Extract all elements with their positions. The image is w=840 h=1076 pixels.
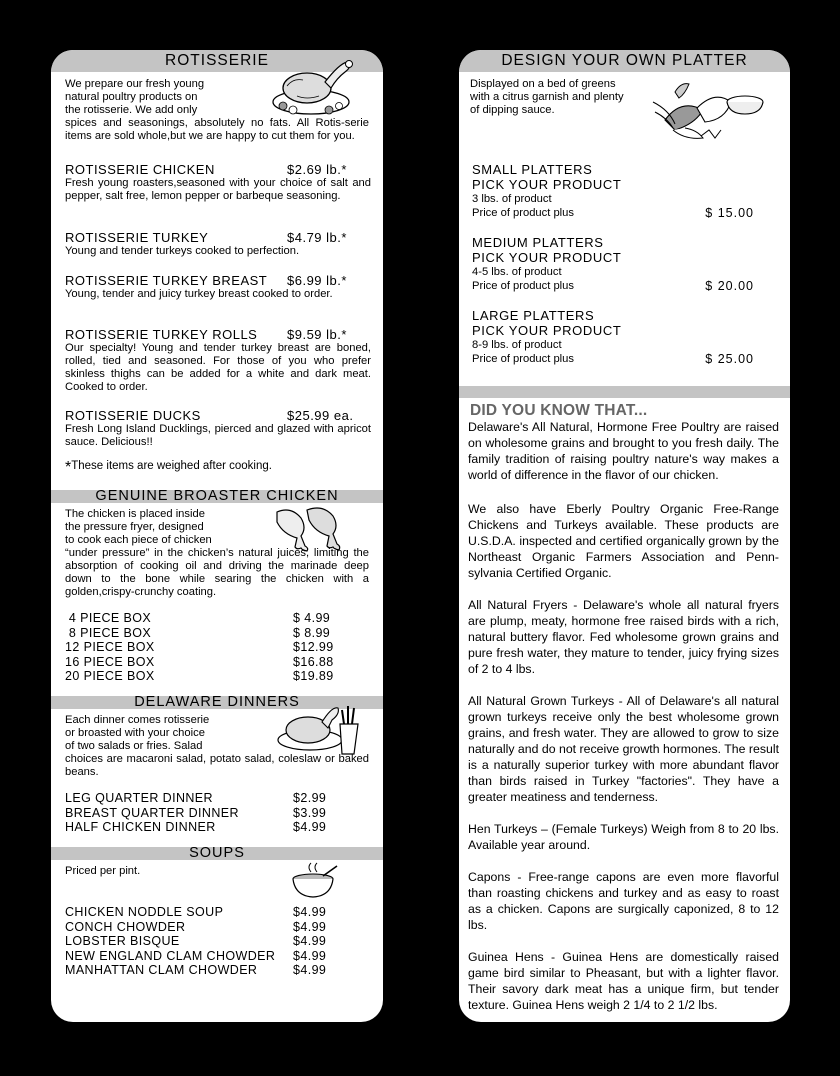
- delaware-intro-rest: choices are macaroni salad, potato salad, coleslaw or baked beans.: [65, 753, 369, 778]
- box-row: [65, 626, 334, 641]
- soup-price: $4.99: [293, 948, 327, 963]
- box-price: $ 4.99: [293, 611, 331, 625]
- platter-title: MEDIUM PLATTERS: [472, 235, 604, 250]
- platter-weight: 3 lbs. of product: [472, 193, 552, 205]
- broaster-intro: [65, 508, 383, 599]
- item-price: $9.59 lb.*: [287, 327, 347, 342]
- broaster-intro-line: to cook each piece of chicken: [65, 534, 212, 546]
- left-menu-panel: [51, 50, 383, 1022]
- menu-item-rotisserie-ducks: [65, 408, 371, 449]
- item-description: Our specialty! Young and tender turkey breast are boned, rolled, tied and seasoned. For those of you who prefer skinless thighs can be added for a white and dark meat. Cooked to order.: [65, 342, 371, 393]
- menu-item-rotisserie-turkey-breast: [65, 273, 371, 301]
- broaster-box-list: [65, 611, 334, 684]
- item-price: $6.99 lb.*: [287, 273, 347, 288]
- item-description: Young and tender turkeys cooked to perfection.: [65, 245, 300, 257]
- box-price: $ 8.99: [293, 625, 331, 640]
- dinner-row: [65, 791, 326, 806]
- fact-paragraph: Delaware's All Natural, Hormone Free Poultry are raised on wholesome grains and brought to you fresh daily. The family tradition of raising poultry nature's way makes a world of difference in the flavor of our chicken.: [468, 420, 779, 482]
- delaware-intro-line: Each dinner comes rotisserie: [65, 714, 210, 726]
- platter-intro-line: with a citrus garnish and plenty: [470, 91, 624, 103]
- item-price: $2.69 lb.*: [287, 162, 347, 177]
- fact-paragraph: Hen Turkeys – (Female Turkeys) Weigh from 8 to 20 lbs. Available year around.: [468, 822, 779, 852]
- footnote-asterisk: *: [65, 459, 72, 476]
- soup-name: MANHATTAN CLAM CHOWDER: [65, 963, 258, 978]
- delaware-header: DELAWARE DINNERS: [51, 696, 383, 709]
- soup-list: [65, 905, 326, 978]
- dinner-price: $2.99: [293, 791, 327, 805]
- rotisserie-intro: [65, 78, 383, 143]
- fact-paragraph: Guinea Hens - Guinea Hens are domestically raised game bird similar to Pheasant, but with a lighter flavor. Their savory dark meat has a unique firm, but tender texture. Guinea Hens weigh 2 1/4 to 2 1/2 lbs.: [468, 950, 779, 1012]
- item-description: Young, tender and juicy turkey breast cooked to order.: [65, 288, 333, 300]
- item-description: Fresh young roasters,seasoned with your choice of salt and pepper, salt free, lemon pepper or barbeque seasoning.: [65, 177, 371, 202]
- dinner-list: [65, 791, 326, 835]
- item-price: $4.79 lb.*: [287, 230, 347, 245]
- soup-row: [65, 920, 326, 935]
- broaster-intro-line: The chicken is placed inside: [65, 508, 205, 520]
- broaster-header: GENUINE BROASTER CHICKEN: [51, 490, 383, 503]
- rotisserie-footnote: [65, 460, 272, 474]
- fact-paragraph: All Natural Grown Turkeys - All of Delaware's all natural grown turkeys receive only the best wholesome grown grains, and fresh water. They are allowed to grow to size naturally and do not receive growth hormones. The result is a naturally superior turkey with more abundant flavor than birds raised in Turkey "factories". They have a greater meatiness and tenderness.: [468, 694, 779, 804]
- box-name: 20 PIECE BOX: [65, 669, 155, 684]
- menu-item-rotisserie-turkey-rolls: [65, 327, 371, 394]
- item-name: ROTISSERIE TURKEY: [65, 230, 209, 245]
- box-name: 12 PIECE BOX: [65, 640, 155, 655]
- broaster-intro-line: the pressure fryer, designed: [65, 521, 204, 533]
- platter-large: [472, 308, 754, 366]
- platter-subtitle: PICK YOUR PRODUCT: [472, 177, 622, 192]
- soup-row: [65, 949, 326, 964]
- item-price: $25.99 ea.: [287, 408, 354, 423]
- platter-intro: [470, 78, 624, 117]
- soup-price: $4.99: [293, 905, 327, 919]
- platter-medium: [472, 235, 754, 293]
- did-you-know-title: DID YOU KNOW THAT...: [470, 402, 648, 419]
- rotisserie-header: ROTISSERIE: [51, 50, 383, 72]
- soup-price: $4.99: [293, 934, 327, 949]
- platter-weight: 4-5 lbs. of product: [472, 266, 562, 278]
- delaware-intro: [65, 714, 383, 779]
- menu-item-rotisserie-turkey: [65, 230, 371, 258]
- dinner-price: $3.99: [293, 805, 327, 820]
- box-name: 16 PIECE BOX: [65, 654, 155, 669]
- item-name: ROTISSERIE DUCKS: [65, 408, 201, 423]
- delaware-intro-line: of two salads or fries. Salad: [65, 740, 203, 752]
- box-name: 8 PIECE BOX: [65, 625, 152, 640]
- soup-row: [65, 963, 326, 978]
- box-row: [65, 640, 334, 655]
- delaware-intro-line: or broasted with your choice: [65, 727, 205, 739]
- soup-bowl-icon: [289, 862, 339, 902]
- soup-name: CONCH CHOWDER: [65, 919, 186, 934]
- dinner-row: [65, 820, 326, 835]
- soup-row: [65, 905, 326, 920]
- item-name: ROTISSERIE TURKEY BREAST: [65, 273, 268, 288]
- soup-row: [65, 934, 326, 949]
- platter-price: $ 20.00: [705, 279, 754, 293]
- platter-subtitle: PICK YOUR PRODUCT: [472, 250, 622, 265]
- item-name: ROTISSERIE CHICKEN: [65, 162, 215, 177]
- platter-price-label: Price of product plus: [472, 207, 574, 219]
- soups-intro: Priced per pint.: [65, 865, 141, 877]
- footnote-text: These items are weighed after cooking.: [71, 460, 272, 472]
- box-price: $12.99: [293, 640, 334, 655]
- dinner-price: $4.99: [293, 820, 327, 835]
- rotisserie-intro-line: the rotisserie. We add only: [65, 104, 198, 116]
- rotisserie-intro-line: natural poultry products on: [65, 91, 198, 103]
- platter-price: $ 25.00: [705, 352, 754, 366]
- soup-name: LOBSTER BISQUE: [65, 934, 180, 949]
- platter-title: LARGE PLATTERS: [472, 308, 595, 323]
- broaster-intro-rest: “under pressure” in the chicken’s natural juices, limiting the absorption of cooking oil and driving the marinade deep down to the bone while searing the chicken with a golden,crispy-crunchy coating.: [65, 547, 369, 598]
- dinner-name: BREAST QUARTER DINNER: [65, 805, 239, 820]
- platter-header: DESIGN YOUR OWN PLATTER: [459, 50, 790, 72]
- fact-paragraph: Capons - Free-range capons are even more flavorful than roasting chickens and turkey and as easy to roast as a chicken. Capons are surgically caponized, 8 to 12 lbs.: [468, 870, 779, 932]
- platter-price-label: Price of product plus: [472, 280, 574, 292]
- dinner-name: LEG QUARTER DINNER: [65, 791, 213, 805]
- fact-paragraph: We also have Eberly Poultry Organic Free-Range Chickens and Turkeys available. These products are U.S.D.A. inspected and certified organically grown by the Northeast Organic Farmers Association and Penn-sylvania Certified Organic.: [468, 502, 779, 580]
- soups-header: SOUPS: [51, 847, 383, 860]
- soup-price: $4.99: [293, 919, 327, 934]
- box-row: [65, 611, 334, 626]
- platter-title: SMALL PLATTERS: [472, 162, 593, 177]
- platter-price: $ 15.00: [705, 206, 754, 220]
- right-menu-panel: [459, 50, 790, 1022]
- platter-subtitle: PICK YOUR PRODUCT: [472, 323, 622, 338]
- rotisserie-intro-rest: spices and seasonings, absolutely no fats. All Rotis-serie items are sold whole,but we are happy to cut them for you.: [65, 117, 369, 142]
- platter-weight: 8-9 lbs. of product: [472, 339, 562, 351]
- dinner-row: [65, 806, 326, 821]
- platter-intro-line: Displayed on a bed of greens: [470, 78, 616, 90]
- fact-paragraph: All Natural Fryers - Delaware's whole all natural fryers are plump, meaty, hormone free raised birds with a rich, natural buttery flavor. Fed wholesome grown grains and pure fresh water, they mature to tender, juicy frying sizes of 2 to 4 lbs.: [468, 598, 779, 676]
- item-name: ROTISSERIE TURKEY ROLLS: [65, 327, 258, 342]
- soup-price: $4.99: [293, 963, 327, 978]
- seafood-platter-icon: [645, 80, 765, 150]
- rotisserie-intro-line: We prepare our fresh young: [65, 78, 205, 90]
- platter-small: [472, 162, 754, 220]
- soup-name: NEW ENGLAND CLAM CHOWDER: [65, 948, 276, 963]
- item-description: Fresh Long Island Ducklings, pierced and glazed with apricot sauce. Delicious!!: [65, 423, 371, 448]
- soup-name: CHICKEN NODDLE SOUP: [65, 905, 224, 919]
- menu-item-rotisserie-chicken: [65, 162, 371, 203]
- box-name: 4 PIECE BOX: [65, 611, 152, 625]
- dinner-name: HALF CHICKEN DINNER: [65, 820, 216, 835]
- box-price: $16.88: [293, 654, 334, 669]
- box-row: [65, 669, 334, 684]
- platter-intro-line: of dipping sauce.: [470, 104, 555, 116]
- box-row: [65, 655, 334, 670]
- section-divider: [459, 386, 790, 398]
- box-price: $19.89: [293, 669, 334, 684]
- platter-price-label: Price of product plus: [472, 353, 574, 365]
